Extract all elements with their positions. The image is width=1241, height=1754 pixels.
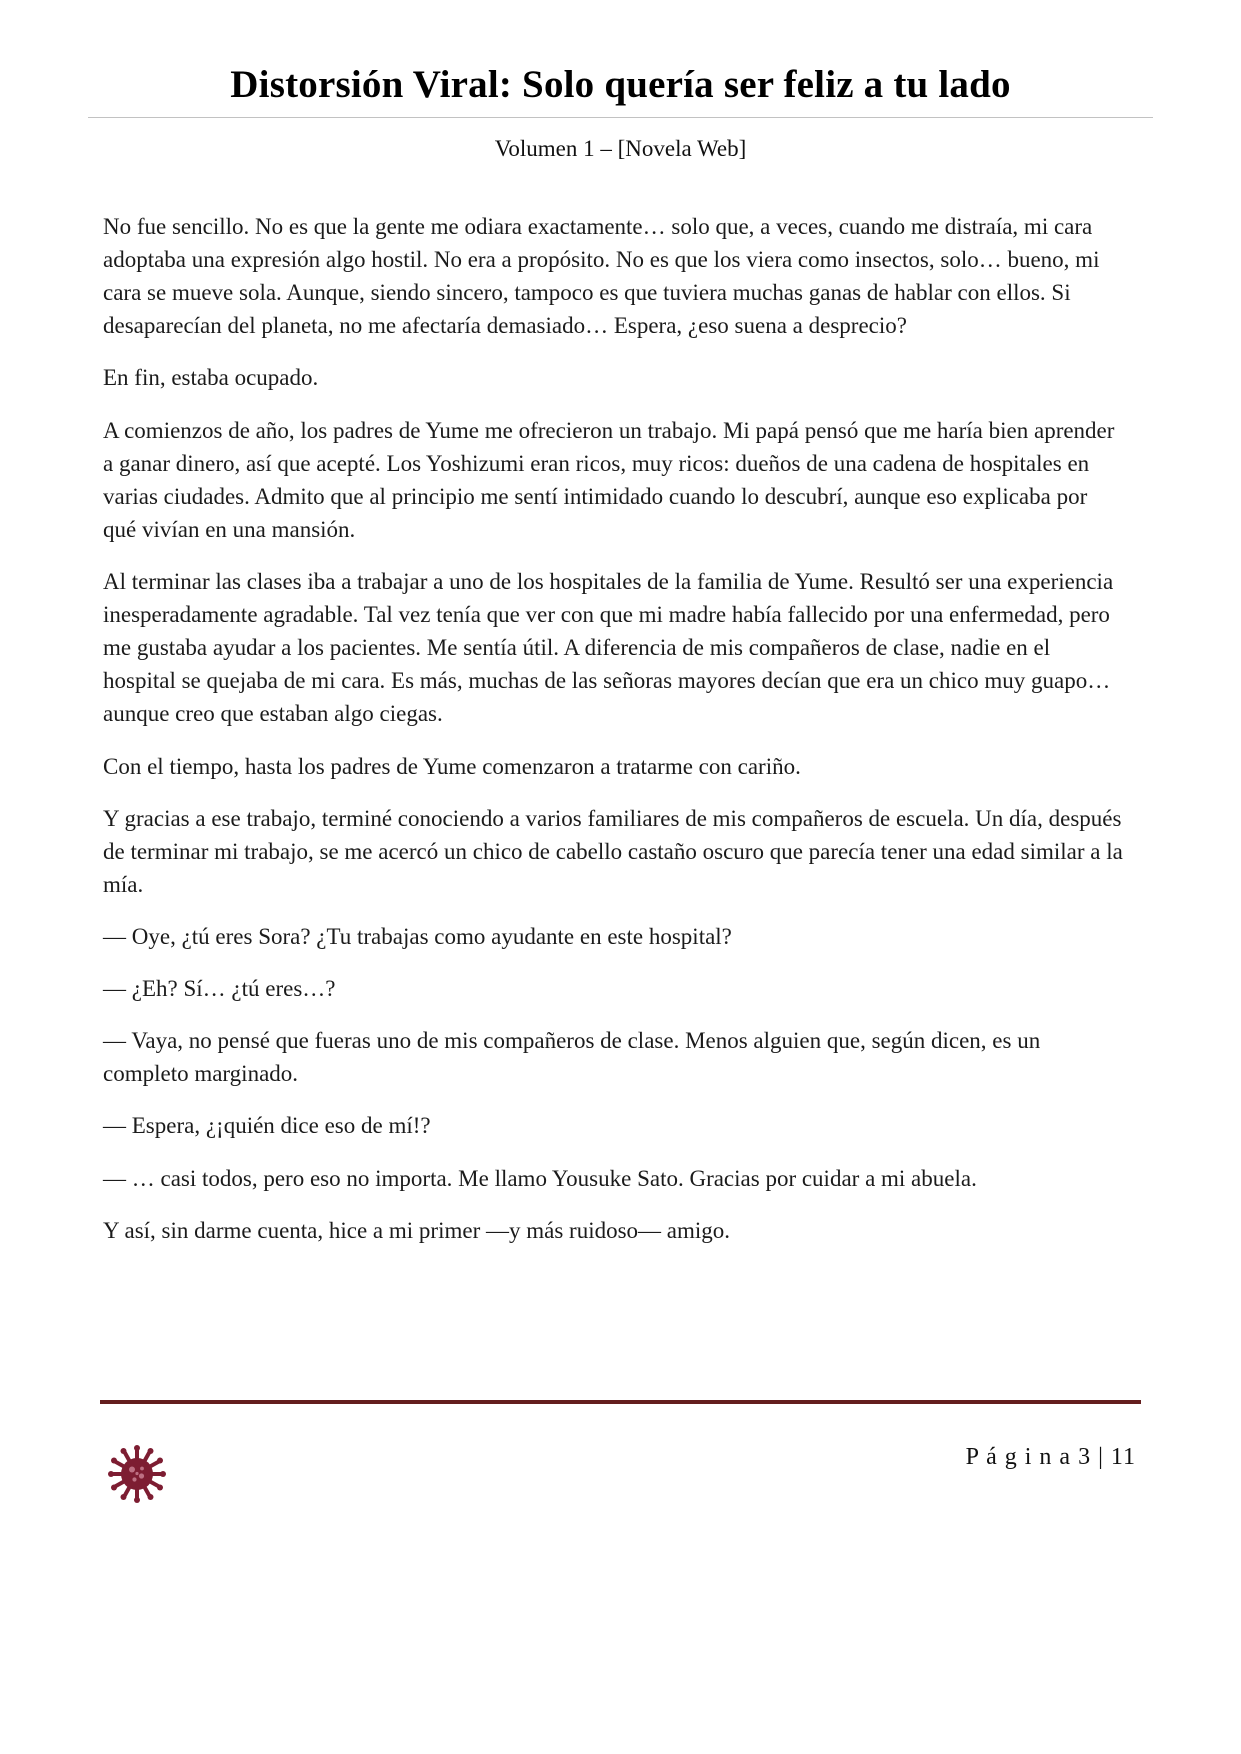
page-title: Distorsión Viral: Solo quería ser feliz a tu lado [230, 63, 1011, 106]
subtitle: Volumen 1 – [Novela Web] [494, 136, 747, 161]
paragraph-dialogue: — … casi todos, pero eso no importa. Me llamo Yousuke Sato. Gracias por cuidar a mi abuela. [103, 1165, 977, 1191]
paragraph: Con el tiempo, hasta los padres de Yume comenzaron a tratarme con cariño. [103, 753, 801, 779]
paragraph: Al terminar las clases iba a trabajar a uno de los hospitales de la familia de Yume. Resultó ser una experiencia inesperadamente agradable. Tal vez tenía que ver con que mi madre había fallecido por una enfermedad, pero me gustaba ayudar a los pacientes. Me sentía útil. A diferencia de mis compañeros de clase, nadie en el hospital se quejaba de mi cara. Es más, muchas de las señoras mayores decían que era un chico muy guapo… aunque creo que estaban algo ciegas. [103, 568, 1114, 727]
paragraph: No fue sencillo. No es que la gente me odiara exactamente… solo que, a veces, cuando me distraía, mi cara adoptaba una expresión algo hostil. No era a propósito. No es que los viera como insectos, solo… bueno, mi cara se mueve sola. Aunque, siendo sincero, tampoco es que tuviera muchas ganas de hablar con ellos. Si desaparecían del planeta, no me afectaría demasiado… Espera, ¿eso suena a desprecio? [103, 214, 1100, 339]
paragraph-dialogue: — Espera, ¿¡quién dice eso de mí!? [103, 1113, 431, 1139]
footer-row [105, 1442, 1136, 1506]
paragraph: En fin, estaba ocupado. [103, 365, 319, 391]
footer-divider [100, 1400, 1141, 1404]
title-divider [88, 117, 1153, 118]
paragraph: A comienzos de año, los padres de Yume me ofrecieron un trabajo. Mi papá pensó que me haría bien aprender a ganar dinero, así que acepté. Los Yoshizumi eran ricos, muy ricos: dueños de una cadena de hospitales en varias ciudades. Admito que al principio me sentí intimidado cuando lo descubrí, aunque eso explicaba por qué vivían en una mansión. [103, 417, 1115, 542]
page-number: P á g i n a 3 | 11 [965, 1444, 1136, 1470]
document-header [0, 0, 1241, 162]
body-text [103, 210, 1123, 1247]
paragraph-dialogue: — Vaya, no pensé que fueras uno de mis compañeros de clase. Menos alguien que, según dicen, es un completo marginado. [103, 1028, 1041, 1087]
paragraph-dialogue: — ¿Eh? Sí… ¿tú eres…? [103, 976, 336, 1002]
document-footer [0, 1400, 1241, 1506]
paragraph: Y así, sin darme cuenta, hice a mi primer —y más ruidoso— amigo. [103, 1217, 731, 1243]
paragraph: Y gracias a ese trabajo, terminé conociendo a varios familiares de mis compañeros de escuela. Un día, después de terminar mi trabajo, se me acercó un chico de cabello castaño oscuro que parecía tener una edad similar a la mía. [103, 805, 1123, 897]
virus-icon [105, 1442, 169, 1506]
paragraph-dialogue: — Oye, ¿tú eres Sora? ¿Tu trabajas como ayudante en este hospital? [103, 923, 732, 949]
